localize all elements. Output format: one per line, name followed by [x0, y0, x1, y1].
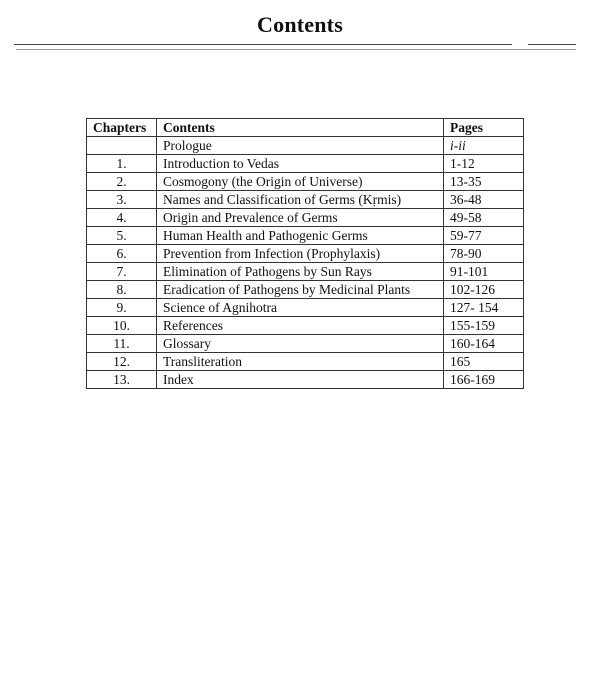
chapter-title: Eradication of Pathogens by Medicinal Plants [157, 281, 444, 299]
chapter-title: Transliteration [157, 353, 444, 371]
page-range: 36-48 [444, 191, 524, 209]
header-pages: Pages [444, 119, 524, 137]
table-row [87, 227, 524, 245]
chapter-title: Science of Agnihotra [157, 299, 444, 317]
chapter-title: Names and Classification of Germs (Kṛmis) [157, 191, 444, 209]
table-row [87, 371, 524, 389]
chapter-number: 10. [87, 317, 157, 335]
table-row [87, 353, 524, 371]
chapter-title: Origin and Prevalence of Germs [157, 209, 444, 227]
chapter-title: Glossary [157, 335, 444, 353]
title-rule [14, 44, 512, 45]
contents-table [86, 118, 524, 389]
chapter-number: 1. [87, 155, 157, 173]
page-range: 78-90 [444, 245, 524, 263]
chapter-number: 9. [87, 299, 157, 317]
chapter-number: 5. [87, 227, 157, 245]
page-range: 91-101 [444, 263, 524, 281]
chapter-number: 12. [87, 353, 157, 371]
table-row [87, 209, 524, 227]
table-row [87, 137, 524, 155]
page-range: 49-58 [444, 209, 524, 227]
table-row [87, 299, 524, 317]
page-title: Contents [257, 12, 343, 37]
table-row [87, 317, 524, 335]
page-range: 1-12 [444, 155, 524, 173]
chapter-number: 6. [87, 245, 157, 263]
page-range: i-ii [444, 137, 524, 155]
chapter-number: 2. [87, 173, 157, 191]
table-row [87, 263, 524, 281]
page-range: 155-159 [444, 317, 524, 335]
chapter-number [87, 137, 157, 155]
header-chapters: Chapters [87, 119, 157, 137]
table-header-row [87, 119, 524, 137]
page-range: 160-164 [444, 335, 524, 353]
chapter-number: 4. [87, 209, 157, 227]
chapter-title: Elimination of Pathogens by Sun Rays [157, 263, 444, 281]
chapter-title: Prologue [157, 137, 444, 155]
title-rule-lower [16, 49, 576, 50]
chapter-number: 11. [87, 335, 157, 353]
chapter-number: 8. [87, 281, 157, 299]
page-range: 127- 154 [444, 299, 524, 317]
title-rule-segment [528, 44, 576, 45]
table-row [87, 245, 524, 263]
page-range: 102-126 [444, 281, 524, 299]
table-row [87, 155, 524, 173]
chapter-title: Introduction to Vedas [157, 155, 444, 173]
page-range: 166-169 [444, 371, 524, 389]
table-row [87, 191, 524, 209]
header-contents: Contents [157, 119, 444, 137]
table-row [87, 173, 524, 191]
chapter-title: Human Health and Pathogenic Germs [157, 227, 444, 245]
chapter-title: References [157, 317, 444, 335]
chapter-title: Index [157, 371, 444, 389]
chapter-title: Prevention from Infection (Prophylaxis) [157, 245, 444, 263]
chapter-number: 7. [87, 263, 157, 281]
table-row [87, 335, 524, 353]
page-range: 13-35 [444, 173, 524, 191]
table-row [87, 281, 524, 299]
page-range: 59-77 [444, 227, 524, 245]
chapter-number: 3. [87, 191, 157, 209]
page-range: 165 [444, 353, 524, 371]
chapter-title: Cosmogony (the Origin of Universe) [157, 173, 444, 191]
chapter-number: 13. [87, 371, 157, 389]
